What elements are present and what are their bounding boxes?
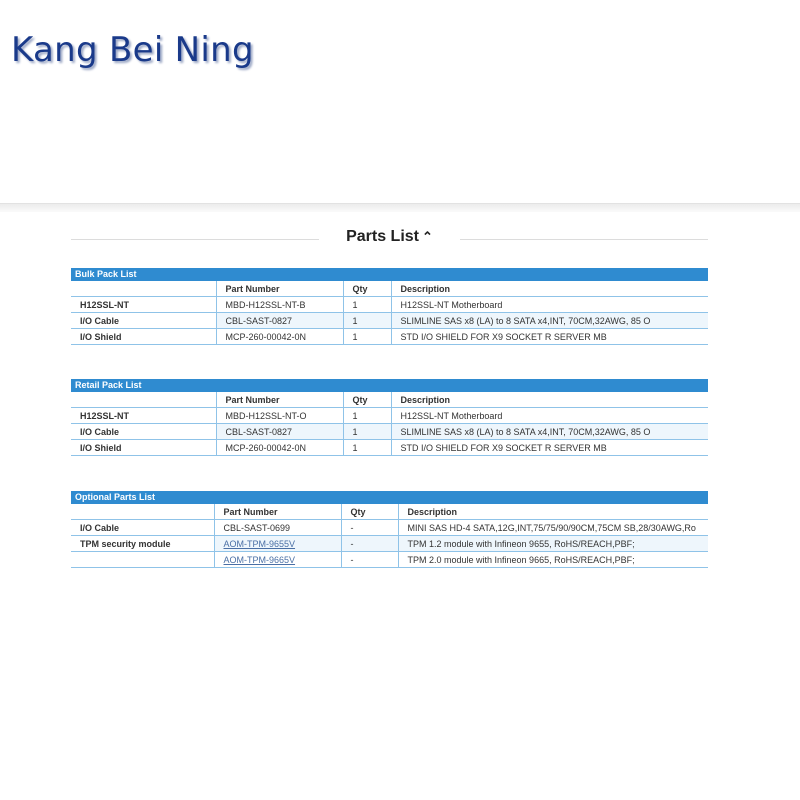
description: H12SSL-NT Motherboard xyxy=(391,408,708,424)
quantity: 1 xyxy=(343,329,391,345)
table-row xyxy=(71,440,708,456)
table-row xyxy=(71,424,708,440)
item-name: I/O Cable xyxy=(71,313,216,329)
item-name: I/O Shield xyxy=(71,440,216,456)
parts-table xyxy=(71,281,708,345)
table-title: Retail Pack List xyxy=(71,379,708,392)
item-name xyxy=(71,552,214,568)
parts-table xyxy=(71,504,708,568)
quantity: - xyxy=(341,552,398,568)
table-header-row xyxy=(71,392,708,408)
parts-list-title[interactable] xyxy=(71,228,708,246)
optional-parts-list xyxy=(71,491,708,568)
column-header: Qty xyxy=(341,504,398,520)
header-rule-right xyxy=(460,239,708,240)
item-name: I/O Cable xyxy=(71,520,214,536)
description: SLIMLINE SAS x8 (LA) to 8 SATA x4,INT, 70CM,32AWG, 85 O xyxy=(391,424,708,440)
table-row xyxy=(71,329,708,345)
column-header xyxy=(71,281,216,297)
description: STD I/O SHIELD FOR X9 SOCKET R SERVER MB xyxy=(391,329,708,345)
table-header-row xyxy=(71,281,708,297)
table-row xyxy=(71,297,708,313)
chevron-up-icon[interactable]: ⌃ xyxy=(422,229,433,244)
column-header: Part Number xyxy=(216,392,343,408)
quantity: - xyxy=(341,520,398,536)
item-name: I/O Shield xyxy=(71,329,216,345)
part-number: MCP-260-00042-0N xyxy=(216,440,343,456)
item-name: H12SSL-NT xyxy=(71,408,216,424)
table-row xyxy=(71,552,708,568)
parts-list-header[interactable] xyxy=(71,226,708,252)
parts-table xyxy=(71,392,708,456)
part-number-cell xyxy=(214,536,341,552)
part-number: CBL-SAST-0699 xyxy=(214,520,341,536)
part-number-link[interactable]: AOM-TPM-9665V xyxy=(223,554,296,565)
part-number-cell xyxy=(214,552,341,568)
item-name: TPM security module xyxy=(71,536,214,552)
column-header: Description xyxy=(391,392,708,408)
table-row xyxy=(71,313,708,329)
table-row xyxy=(71,520,708,536)
description: H12SSL-NT Motherboard xyxy=(391,297,708,313)
part-number: CBL-SAST-0827 xyxy=(216,313,343,329)
quantity: 1 xyxy=(343,408,391,424)
quantity: 1 xyxy=(343,440,391,456)
quantity: 1 xyxy=(343,297,391,313)
table-header-row xyxy=(71,504,708,520)
description: STD I/O SHIELD FOR X9 SOCKET R SERVER MB xyxy=(391,440,708,456)
page-divider xyxy=(0,203,800,212)
part-number-link[interactable]: AOM-TPM-9655V xyxy=(223,538,296,549)
table-title: Optional Parts List xyxy=(71,491,708,504)
table-title: Bulk Pack List xyxy=(71,268,708,281)
part-number: MBD-H12SSL-NT-O xyxy=(216,408,343,424)
description: MINI SAS HD-4 SATA,12G,INT,75/75/90/90CM,75CM SB,28/30AWG,Ro xyxy=(398,520,708,536)
column-header xyxy=(71,504,214,520)
column-header: Qty xyxy=(343,281,391,297)
quantity: 1 xyxy=(343,313,391,329)
column-header xyxy=(71,392,216,408)
brand-logo-text: Kang Bei Ning xyxy=(11,30,254,70)
retail-pack-list xyxy=(71,379,708,456)
table-row xyxy=(71,536,708,552)
table-row xyxy=(71,408,708,424)
column-header: Description xyxy=(391,281,708,297)
description: TPM 2.0 module with Infineon 9665, RoHS/REACH,PBF; xyxy=(398,552,708,568)
part-number: MCP-260-00042-0N xyxy=(216,329,343,345)
description: SLIMLINE SAS x8 (LA) to 8 SATA x4,INT, 70CM,32AWG, 85 O xyxy=(391,313,708,329)
description: TPM 1.2 module with Infineon 9655, RoHS/REACH,PBF; xyxy=(398,536,708,552)
item-name: H12SSL-NT xyxy=(71,297,216,313)
quantity: 1 xyxy=(343,424,391,440)
part-number: MBD-H12SSL-NT-B xyxy=(216,297,343,313)
column-header: Qty xyxy=(343,392,391,408)
quantity: - xyxy=(341,536,398,552)
column-header: Part Number xyxy=(214,504,341,520)
bulk-pack-list xyxy=(71,268,708,345)
item-name: I/O Cable xyxy=(71,424,216,440)
part-number: CBL-SAST-0827 xyxy=(216,424,343,440)
parts-list-title-text: Parts List xyxy=(346,228,419,245)
column-header: Description xyxy=(398,504,708,520)
column-header: Part Number xyxy=(216,281,343,297)
